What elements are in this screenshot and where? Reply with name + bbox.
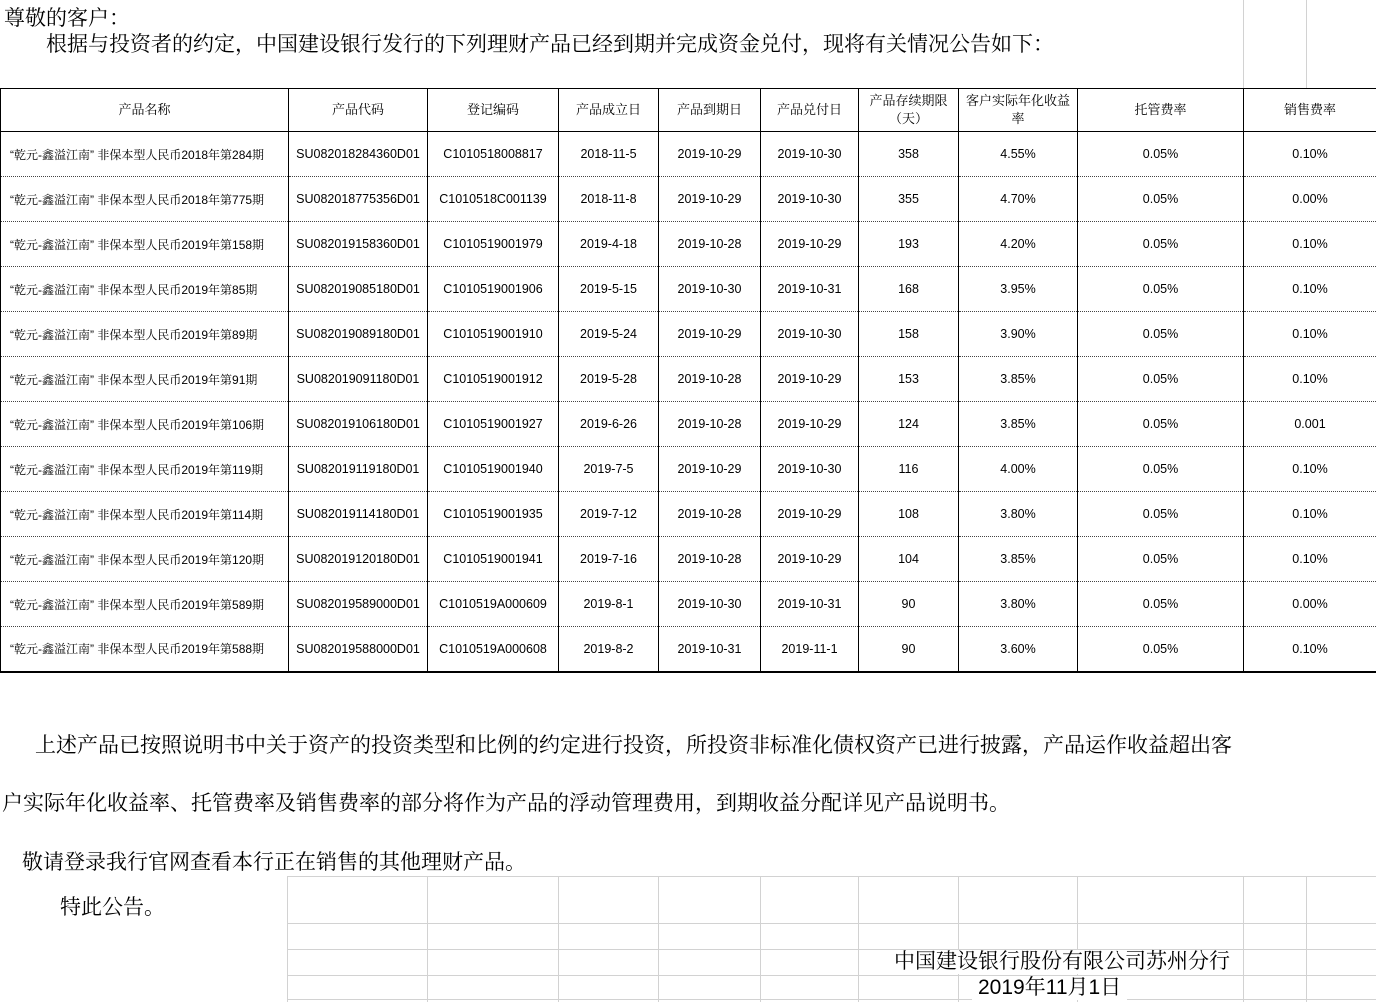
table-cell: 0.05% (1078, 357, 1244, 402)
table-cell: SU082018775356D01 (289, 177, 428, 222)
table-cell: 2019-10-28 (659, 357, 761, 402)
table-cell: 0.00% (1244, 582, 1376, 627)
table-cell: 0.05% (1078, 402, 1244, 447)
table-cell: C1010519001941 (428, 537, 559, 582)
table-cell: 3.85% (959, 357, 1078, 402)
table-row (1, 492, 1376, 537)
table-cell: 0.10% (1244, 132, 1376, 177)
table-cell: SU082019158360D01 (289, 222, 428, 267)
column-header: 托管费率 (1078, 89, 1244, 132)
table-cell: SU082019106180D01 (289, 402, 428, 447)
table-cell: 2019-6-26 (559, 402, 659, 447)
table-cell: 0.05% (1078, 222, 1244, 267)
table-cell: 4.55% (959, 132, 1078, 177)
table-cell: 0.10% (1244, 447, 1376, 492)
table-cell: 3.80% (959, 582, 1078, 627)
gridline-h (287, 876, 1376, 877)
column-header: 产品兑付日 (761, 89, 859, 132)
table-cell: SU082019119180D01 (289, 447, 428, 492)
table-row (1, 582, 1376, 627)
table-row (1, 177, 1376, 222)
salutation: 尊敬的客户： (4, 7, 130, 30)
table-cell: 90 (859, 582, 959, 627)
table-cell: 2019-7-5 (559, 447, 659, 492)
table-cell: C1010519A000608 (428, 627, 559, 672)
table-cell: C1010519001910 (428, 312, 559, 357)
table-cell: 158 (859, 312, 959, 357)
table-cell: 0.05% (1078, 537, 1244, 582)
footer-closing-text: 特此公告。 (60, 896, 165, 919)
table-cell: “乾元-鑫溢江南” 非保本型人民币2019年第85期 (1, 267, 289, 312)
table-cell: 0.05% (1078, 447, 1244, 492)
table-cell: C1010518008817 (428, 132, 559, 177)
table-cell: 153 (859, 357, 959, 402)
table-cell: C1010519A000609 (428, 582, 559, 627)
table-cell: 4.70% (959, 177, 1078, 222)
gridline-v (1243, 0, 1244, 88)
table-row (1, 627, 1376, 672)
table-cell: C1010519001912 (428, 357, 559, 402)
table-cell: C1010518C001139 (428, 177, 559, 222)
table-cell: 124 (859, 402, 959, 447)
table-cell: 0.10% (1244, 267, 1376, 312)
footer-note-line1: 上述产品已按照说明书中关于资产的投资类型和比例的约定进行投资，所投资非标准化债权资产已进行披露，产品运作收益超出客 (35, 734, 1232, 757)
table-cell: 2019-10-30 (659, 267, 761, 312)
table-cell: 2019-7-12 (559, 492, 659, 537)
table-row (1, 222, 1376, 267)
table-cell: “乾元-鑫溢江南” 非保本型人民币2019年第114期 (1, 492, 289, 537)
table-cell: 2019-10-29 (761, 357, 859, 402)
table-row (1, 537, 1376, 582)
table-cell: 0.05% (1078, 312, 1244, 357)
gridline-v (287, 876, 288, 1002)
table-cell: “乾元-鑫溢江南” 非保本型人民币2019年第588期 (1, 627, 289, 672)
table-header-row (1, 89, 1376, 132)
table-cell: 2019-10-30 (761, 447, 859, 492)
table-cell: 0.001 (1244, 402, 1376, 447)
gridline-v (958, 876, 959, 1002)
table-row (1, 447, 1376, 492)
table-cell: 2019-8-1 (559, 582, 659, 627)
table-cell: “乾元-鑫溢江南” 非保本型人民币2019年第158期 (1, 222, 289, 267)
footer-note-line2: 户实际年化收益率、托管费率及销售费率的部分将作为产品的浮动管理费用，到期收益分配详见产品说明书。 (2, 792, 1010, 815)
table-cell: “乾元-鑫溢江南” 非保本型人民币2018年第284期 (1, 132, 289, 177)
table-cell: 0.10% (1244, 222, 1376, 267)
table-cell: 2019-10-29 (659, 447, 761, 492)
gridline-v (1306, 0, 1307, 88)
gridline-h (287, 999, 1376, 1000)
gridline-v (558, 876, 559, 1002)
table-cell: C1010519001979 (428, 222, 559, 267)
table-cell: 4.00% (959, 447, 1078, 492)
table-cell: 2019-10-29 (761, 402, 859, 447)
table-cell: 2019-10-29 (659, 132, 761, 177)
table-cell: 2019-10-31 (659, 627, 761, 672)
table-cell: C1010519001906 (428, 267, 559, 312)
table-row (1, 402, 1376, 447)
table-cell: 2019-10-30 (659, 582, 761, 627)
table-cell: 168 (859, 267, 959, 312)
issuer-signature: 中国建设银行股份有限公司苏州分行 (886, 950, 1238, 974)
table-cell: SU082019589000D01 (289, 582, 428, 627)
footer-promo-text: 敬请登录我行官网查看本行正在销售的其他理财产品。 (22, 851, 526, 874)
column-header: 产品成立日 (559, 89, 659, 132)
table-cell: “乾元-鑫溢江南” 非保本型人民币2019年第119期 (1, 447, 289, 492)
table-cell: 104 (859, 537, 959, 582)
table-cell: “乾元-鑫溢江南” 非保本型人民币2018年第775期 (1, 177, 289, 222)
table-cell: 2019-10-31 (761, 582, 859, 627)
table-cell: 0.10% (1244, 312, 1376, 357)
table-cell: 0.05% (1078, 492, 1244, 537)
column-header: 产品代码 (289, 89, 428, 132)
gridline-v (1243, 876, 1244, 1002)
table-cell: 3.60% (959, 627, 1078, 672)
table-cell: 3.95% (959, 267, 1078, 312)
table-cell: 4.20% (959, 222, 1078, 267)
announcement-date: 2019年11月1日 (972, 976, 1127, 1000)
table-cell: 355 (859, 177, 959, 222)
table-cell: C1010519001940 (428, 447, 559, 492)
table-cell: 2019-5-15 (559, 267, 659, 312)
table-cell: 2019-10-30 (761, 312, 859, 357)
table-cell: 0.05% (1078, 267, 1244, 312)
table-cell: 0.10% (1244, 537, 1376, 582)
gridline-v (427, 876, 428, 1002)
table-cell: SU082019085180D01 (289, 267, 428, 312)
table-cell: 3.90% (959, 312, 1078, 357)
table-cell: C1010519001927 (428, 402, 559, 447)
table-cell: 2019-5-28 (559, 357, 659, 402)
table-cell: 0.05% (1078, 177, 1244, 222)
column-header: 产品到期日 (659, 89, 761, 132)
table-cell: 0.05% (1078, 132, 1244, 177)
gridline-v (858, 876, 859, 1002)
table-row (1, 312, 1376, 357)
table-cell: SU082019114180D01 (289, 492, 428, 537)
column-header: 销售费率 (1244, 89, 1376, 132)
table-cell: 2019-10-29 (659, 177, 761, 222)
table-cell: 2018-11-8 (559, 177, 659, 222)
table-cell: 3.85% (959, 537, 1078, 582)
table-cell: 2019-10-28 (659, 222, 761, 267)
table-cell: “乾元-鑫溢江南” 非保本型人民币2019年第106期 (1, 402, 289, 447)
table-cell: SU082019588000D01 (289, 627, 428, 672)
table-cell: 3.85% (959, 402, 1078, 447)
table-cell: 0.10% (1244, 357, 1376, 402)
table-cell: 2019-10-29 (761, 492, 859, 537)
table-cell: 0.10% (1244, 492, 1376, 537)
table-cell: 2019-10-29 (761, 222, 859, 267)
table-cell: SU082019120180D01 (289, 537, 428, 582)
table-body (1, 132, 1376, 672)
table-cell: “乾元-鑫溢江南” 非保本型人民币2019年第120期 (1, 537, 289, 582)
table-cell: “乾元-鑫溢江南” 非保本型人民币2019年第89期 (1, 312, 289, 357)
gridline-v (658, 876, 659, 1002)
gridline-h (287, 975, 1376, 976)
table-cell: C1010519001935 (428, 492, 559, 537)
table-cell: 3.80% (959, 492, 1078, 537)
table-cell: 2019-4-18 (559, 222, 659, 267)
table-cell: 2019-10-30 (761, 177, 859, 222)
gridline-h (287, 923, 1376, 924)
column-header: 产品存续期限（天） (859, 89, 959, 132)
column-header: 产品名称 (1, 89, 289, 132)
gridline-v (1306, 876, 1307, 1002)
products-table (0, 88, 1376, 673)
table-cell: 2019-8-2 (559, 627, 659, 672)
table-cell: 358 (859, 132, 959, 177)
table-cell: 0.05% (1078, 582, 1244, 627)
table-cell: 108 (859, 492, 959, 537)
table-cell: 90 (859, 627, 959, 672)
table-cell: 2019-10-28 (659, 402, 761, 447)
table-cell: “乾元-鑫溢江南” 非保本型人民币2019年第91期 (1, 357, 289, 402)
table-cell: 0.05% (1078, 627, 1244, 672)
table-cell: 2018-11-5 (559, 132, 659, 177)
table-row (1, 357, 1376, 402)
table-cell: 2019-5-24 (559, 312, 659, 357)
table-cell: 2019-7-16 (559, 537, 659, 582)
gridline-v (760, 876, 761, 1002)
table-cell: SU082019089180D01 (289, 312, 428, 357)
table-cell: 193 (859, 222, 959, 267)
table-cell: 0.10% (1244, 627, 1376, 672)
table-cell: 2019-11-1 (761, 627, 859, 672)
table-row (1, 132, 1376, 177)
column-header: 客户实际年化收益率 (959, 89, 1078, 132)
table-cell: 0.00% (1244, 177, 1376, 222)
table-cell: SU082019091180D01 (289, 357, 428, 402)
table-cell: SU082018284360D01 (289, 132, 428, 177)
table-cell: 2019-10-29 (761, 537, 859, 582)
column-header: 登记编码 (428, 89, 559, 132)
table-cell: 2019-10-28 (659, 492, 761, 537)
table-cell: 116 (859, 447, 959, 492)
table-cell: “乾元-鑫溢江南” 非保本型人民币2019年第589期 (1, 582, 289, 627)
table-cell: 2019-10-30 (761, 132, 859, 177)
table-cell: 2019-10-28 (659, 537, 761, 582)
table-cell: 2019-10-31 (761, 267, 859, 312)
intro-text: 根据与投资者的约定，中国建设银行发行的下列理财产品已经到期并完成资金兑付，现将有关情况公告如下： (46, 33, 1054, 56)
table-cell: 2019-10-29 (659, 312, 761, 357)
table-row (1, 267, 1376, 312)
